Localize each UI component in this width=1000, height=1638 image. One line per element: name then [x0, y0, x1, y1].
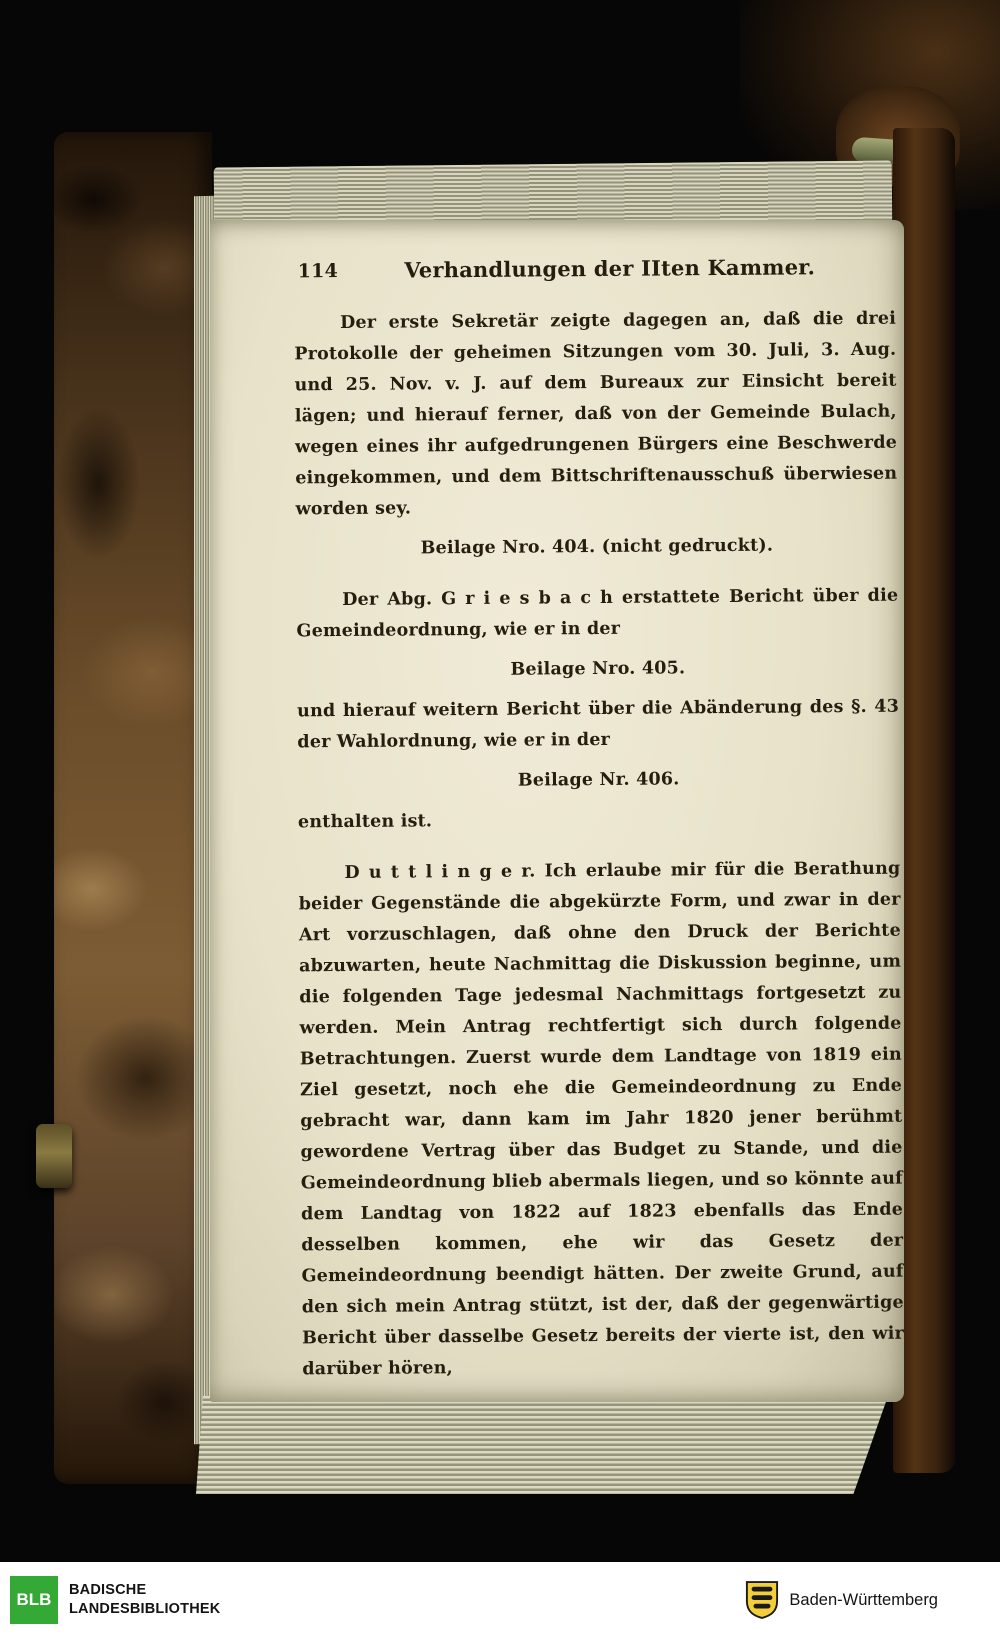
paragraph: Der erste Sekretär zeigte dagegen an, daß die drei Protokolle der geheimen Sitzungen vom 30. Juli, 3. Aug. und 25. Nov. v. J. auf dem Bureaux zur Einsicht bereit lägen; und hierauf ferner, daß von der Gemeinde Bulach, wegen eines ihr aufgedrungenen Bürgers eine Beschwerde eingekommen, und dem Bittschriftenausschuß überwiesen worden sey. — [294, 308, 898, 520]
beilage-line: Beilage Nro. 405. — [510, 658, 686, 680]
beilage-line: Beilage Nro. 404. (nicht gedruckt). — [420, 535, 774, 559]
library-name — [69, 1581, 220, 1619]
paragraph: D u t t l i n g e r. Ich erlaube mir für die Berathung beider Gegenstände die abgekürzte Form, und zwar in der Art vorzuschlagen, daß ohne den Druck der Berichte abzuwarten, heute Nachmittag die Diskussion beginne, um die folgenden Tage jedesmal Nachmittags fortgesetzt zu werden. Mein Antrag rechtfertigt sich durch folgende Betrachtungen. Zuerst wurde dem Landtage von 1819 ein Ziel gesetzt, noch ehe die Gemeindeordnung zu Ende gebracht war, dann kam im Jahr 1820 jener berühmt gewordene Vertrag über das Budget zu Stande, und die Gemeindeordnung blieb abermals liegen, und so könnte auf dem Landtag von 1822 auf 1823 ebenfalls das Ende desselben kommen, ehe wir das Gesetz der Gemeindeordnung beendigt hätten. Der zweite Grund, auf den sich mein Antrag stützt, ist der, daß der gegenwärtige Bericht über dasselbe Gesetz bereits der vierte ist, den wir darüber hören, — [298, 858, 905, 1380]
library-name-line1: BADISCHE — [69, 1582, 147, 1599]
paragraph: und hierauf weitern Bericht über die Abänderung des §. 43 der Wahlordnung, wie er in der — [297, 696, 900, 753]
running-header — [294, 254, 896, 293]
book-marbled-cover — [54, 132, 212, 1484]
book-clasp — [36, 1124, 72, 1188]
state-name: Baden-Württemberg — [789, 1590, 938, 1609]
paragraph: Der Abg. G r i e s b a c h erstattete Bericht über die Gemeindeordnung, wie er in der — [296, 585, 899, 642]
beilage-line: Beilage Nr. 406. — [517, 769, 680, 791]
blb-logo: BLB — [10, 1576, 58, 1624]
running-header-title: Verhandlungen der IIten Kammer. — [404, 254, 816, 283]
page-stack-bottom-edge — [196, 1396, 888, 1494]
page-number: 114 — [297, 260, 339, 283]
state-branding — [745, 1580, 938, 1620]
paragraph: enthalten ist. — [297, 811, 433, 833]
page-text-block — [294, 254, 905, 1386]
library-footer-bar — [0, 1562, 1000, 1638]
body-text — [294, 304, 904, 1386]
baden-wuerttemberg-coat-of-arms-icon — [745, 1580, 779, 1620]
library-name-line2: LANDESBIBLIOTHEK — [69, 1601, 221, 1617]
